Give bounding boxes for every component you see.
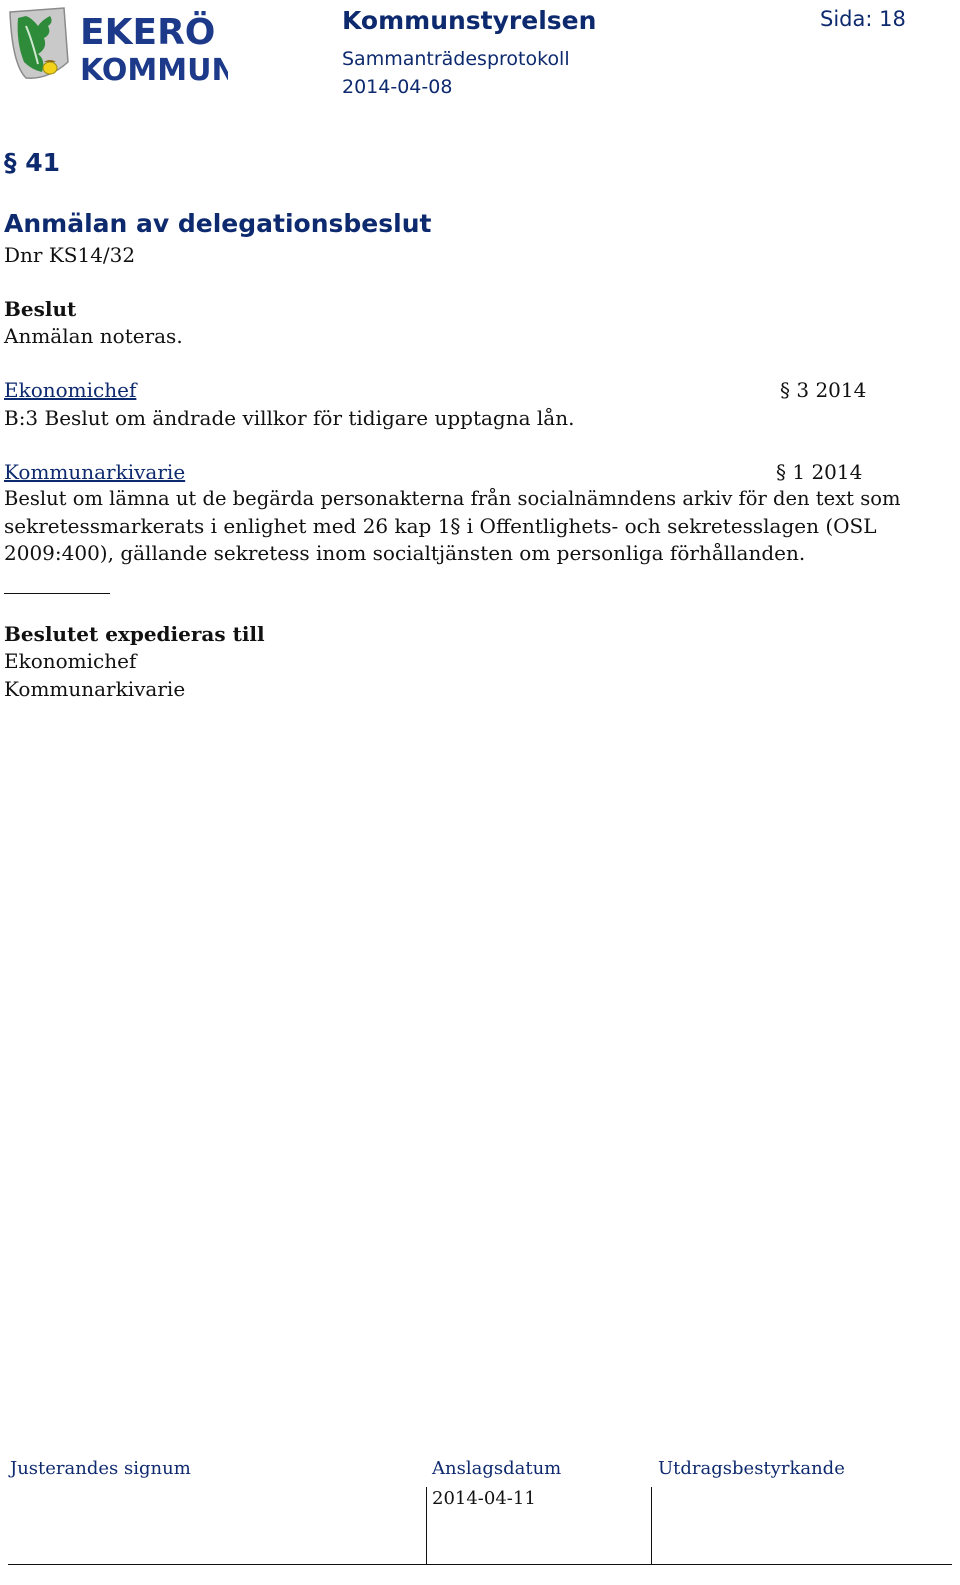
footer-divider bbox=[426, 1487, 427, 1565]
decision-text: Anmälan noteras. bbox=[4, 324, 183, 348]
section-heading: Anmälan av delegationsbeslut bbox=[4, 209, 432, 238]
item-text-line: B:3 Beslut om ändrade villkor för tidigare upptagna lån. bbox=[4, 406, 575, 430]
item-text-line: Beslut om lämna ut de begärda personakterna från socialnämndens arkiv för den text som bbox=[4, 487, 901, 510]
distribution-label: Beslutet expedieras till bbox=[4, 622, 265, 646]
item-text-line: 2009:400), gällande sekretess inom socialtjänsten om personliga förhållanden. bbox=[4, 541, 806, 565]
item-ref-2: § 1 2014 bbox=[776, 460, 863, 484]
item-role-kommunarkivarie[interactable]: Kommunarkivarie bbox=[4, 460, 186, 484]
item-text-line: sekretessmarkerats i enlighet med 26 kap 1§ i Offentlighets- och sekretesslagen (OSL bbox=[4, 514, 877, 538]
paragraph-number: § 41 bbox=[4, 148, 60, 177]
logo-oak-leaf-icon bbox=[8, 4, 228, 84]
recipient-item: Ekonomichef bbox=[4, 649, 137, 673]
posting-date: 2014-04-11 bbox=[432, 1488, 536, 1509]
item-role-ekonomichef[interactable]: Ekonomichef bbox=[4, 378, 137, 402]
signature-label: Justerandes signum bbox=[10, 1458, 191, 1479]
divider bbox=[4, 593, 110, 594]
page-number: Sida: 18 bbox=[820, 7, 906, 31]
ekero-kommun-logo bbox=[8, 4, 228, 84]
decision-label: Beslut bbox=[4, 297, 77, 321]
footer-divider bbox=[651, 1487, 652, 1565]
document-title: Kommunstyrelsen bbox=[342, 6, 597, 35]
recipient-item: Kommunarkivarie bbox=[4, 677, 186, 701]
posting-date-label: Anslagsdatum bbox=[432, 1458, 562, 1479]
logo-text-kommun: KOMMUN bbox=[80, 53, 228, 84]
document-type: Sammanträdesprotokoll bbox=[342, 48, 570, 70]
footer-bottom-rule bbox=[8, 1564, 952, 1565]
diary-number: Dnr KS14/32 bbox=[4, 243, 136, 267]
meeting-date: 2014-04-08 bbox=[342, 76, 453, 98]
certification-label: Utdragsbestyrkande bbox=[658, 1458, 845, 1479]
logo-text-ekero: EKERÖ bbox=[80, 12, 216, 53]
item-ref-1: § 3 2014 bbox=[780, 378, 867, 402]
